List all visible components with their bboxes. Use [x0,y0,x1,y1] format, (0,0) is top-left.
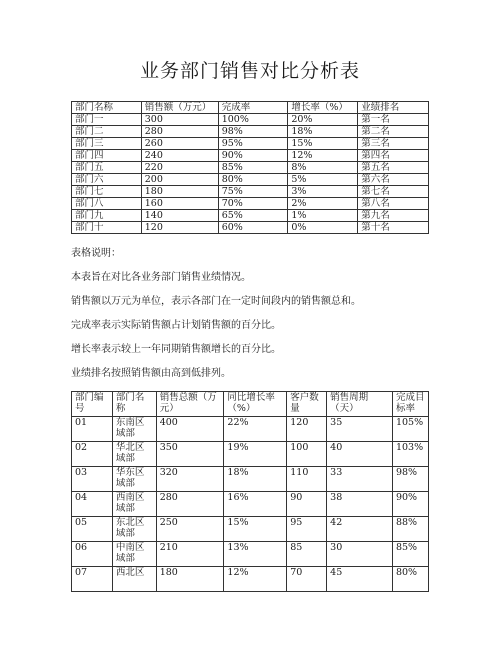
note-paragraph: 本表旨在对比各业务部门销售业绩情况。 [71,272,251,283]
table-cell: 东南区域部 [112,417,156,442]
table-cell: 100 [287,442,327,467]
note-paragraph: 销售额以万元为单位，表示各部门在一定时间段内的销售额总和。 [71,296,361,307]
table-row [72,210,429,222]
table-cell: 250 [156,517,224,542]
table-cell: 3% [288,186,358,198]
table-cell: 140 [141,210,218,222]
table-cell: 部门十 [72,222,142,234]
notes-heading: 表格说明： [71,248,121,259]
table-cell: 12% [224,567,287,592]
table-cell: 华东区域部 [112,467,156,492]
table-cell: 220 [141,162,218,174]
table-cell: 98% [218,126,288,138]
table-cell: 120 [287,417,327,442]
table-cell: 部门七 [72,186,142,198]
table-cell: 部门八 [72,198,142,210]
table-cell: 80% [392,567,428,592]
table-cell: 45 [327,567,393,592]
table-cell: 65% [218,210,288,222]
table-cell: 西北区 [112,567,156,592]
table-row [72,492,429,517]
table-row [72,150,429,162]
note-paragraph: 增长率表示较上一年同期销售额增长的百分比。 [71,344,281,355]
table-cell: 华北区域部 [112,442,156,467]
table-cell: 5% [288,174,358,186]
table-cell: 105% [392,417,428,442]
table-cell: 60% [218,222,288,234]
table-row [72,162,429,174]
table-row [72,567,429,592]
table-cell: 210 [156,542,224,567]
table-row [72,517,429,542]
table-header-row [72,102,429,114]
table-cell: 280 [141,126,218,138]
table-cell: 40 [327,442,393,467]
table-cell: 88% [392,517,428,542]
table-cell: 42 [327,517,393,542]
table-cell: 18% [224,467,287,492]
table-cell: 西南区域部 [112,492,156,517]
table-cell: 01 [72,417,113,442]
table-cell: 75% [218,186,288,198]
table-cell: 07 [72,567,113,592]
table-cell: 13% [224,542,287,567]
table-cell: 部门九 [72,210,142,222]
table-row [72,417,429,442]
table-header-row [72,392,429,417]
table-cell: 第九名 [358,210,429,222]
header-cell: 客户数量 [287,392,327,417]
table-cell: 15% [288,138,358,150]
table-cell: 中南区域部 [112,542,156,567]
table-cell: 320 [156,467,224,492]
table-row [72,186,429,198]
table-row [72,442,429,467]
header-cell: 增长率（%） [288,102,358,114]
table-cell: 0% [288,222,358,234]
header-cell: 业绩排名 [358,102,429,114]
table-cell: 04 [72,492,113,517]
table-cell: 部门一 [72,114,142,126]
table-row [72,138,429,150]
table-cell: 160 [141,198,218,210]
table-cell: 90 [287,492,327,517]
header-cell: 部门名称 [72,102,142,114]
table-cell: 8% [288,162,358,174]
table-cell: 第四名 [358,150,429,162]
header-cell: 部门编号 [72,392,113,417]
table-cell: 85 [287,542,327,567]
table-cell: 06 [72,542,113,567]
document-title: 业务部门销售对比分析表 [139,60,360,82]
header-cell: 部门名称 [112,392,156,417]
table-cell: 90% [218,150,288,162]
table-cell: 110 [287,467,327,492]
table-cell: 90% [392,492,428,517]
table-cell: 300 [141,114,218,126]
table-cell: 第三名 [358,138,429,150]
table-cell: 98% [392,467,428,492]
table-row [72,542,429,567]
table-cell: 70 [287,567,327,592]
table-row [72,198,429,210]
table-row [72,222,429,234]
table-cell: 东北区域部 [112,517,156,542]
note-paragraph: 完成率表示实际销售额占计划销售额的百分比。 [71,320,281,331]
table-cell: 85% [392,542,428,567]
header-cell: 销售额（万元） [141,102,218,114]
table-row [72,126,429,138]
table-cell: 15% [224,517,287,542]
header-cell: 完成率 [218,102,288,114]
table-cell: 180 [141,186,218,198]
table-cell: 95 [287,517,327,542]
table-cell: 20% [288,114,358,126]
table-cell: 240 [141,150,218,162]
table-cell: 部门二 [72,126,142,138]
table-cell: 第八名 [358,198,429,210]
table-cell: 103% [392,442,428,467]
regional-sales-table [71,391,429,592]
header-cell: 完成目标率 [392,392,428,417]
table-cell: 38 [327,492,393,517]
table-cell: 第六名 [358,174,429,186]
table-row [72,174,429,186]
table-cell: 400 [156,417,224,442]
table-cell: 80% [218,174,288,186]
table-cell: 1% [288,210,358,222]
table-cell: 19% [224,442,287,467]
header-cell: 销售周期（天） [327,392,393,417]
table-cell: 第一名 [358,114,429,126]
table-cell: 100% [218,114,288,126]
table-cell: 180 [156,567,224,592]
table-cell: 200 [141,174,218,186]
table-cell: 部门四 [72,150,142,162]
table-row [72,467,429,492]
table-cell: 16% [224,492,287,517]
table-cell: 85% [218,162,288,174]
table-cell: 02 [72,442,113,467]
table-cell: 30 [327,542,393,567]
header-cell: 销售总额（万元） [156,392,224,417]
table-cell: 第十名 [358,222,429,234]
table-cell: 70% [218,198,288,210]
table-cell: 12% [288,150,358,162]
table-cell: 350 [156,442,224,467]
table-cell: 部门三 [72,138,142,150]
table-cell: 280 [156,492,224,517]
table-cell: 03 [72,467,113,492]
table-cell: 35 [327,417,393,442]
department-sales-table [71,101,429,234]
table-cell: 05 [72,517,113,542]
table-cell: 22% [224,417,287,442]
table-cell: 2% [288,198,358,210]
table-cell: 18% [288,126,358,138]
table-cell: 部门六 [72,174,142,186]
table-row [72,114,429,126]
header-cell: 同比增长率（%） [224,392,287,417]
note-paragraph: 业绩排名按照销售额由高到低排列。 [71,368,231,379]
table-cell: 部门五 [72,162,142,174]
table-cell: 第二名 [358,126,429,138]
table-cell: 95% [218,138,288,150]
table-cell: 120 [141,222,218,234]
table-cell: 33 [327,467,393,492]
table-cell: 260 [141,138,218,150]
table-cell: 第七名 [358,186,429,198]
table-cell: 第五名 [358,162,429,174]
